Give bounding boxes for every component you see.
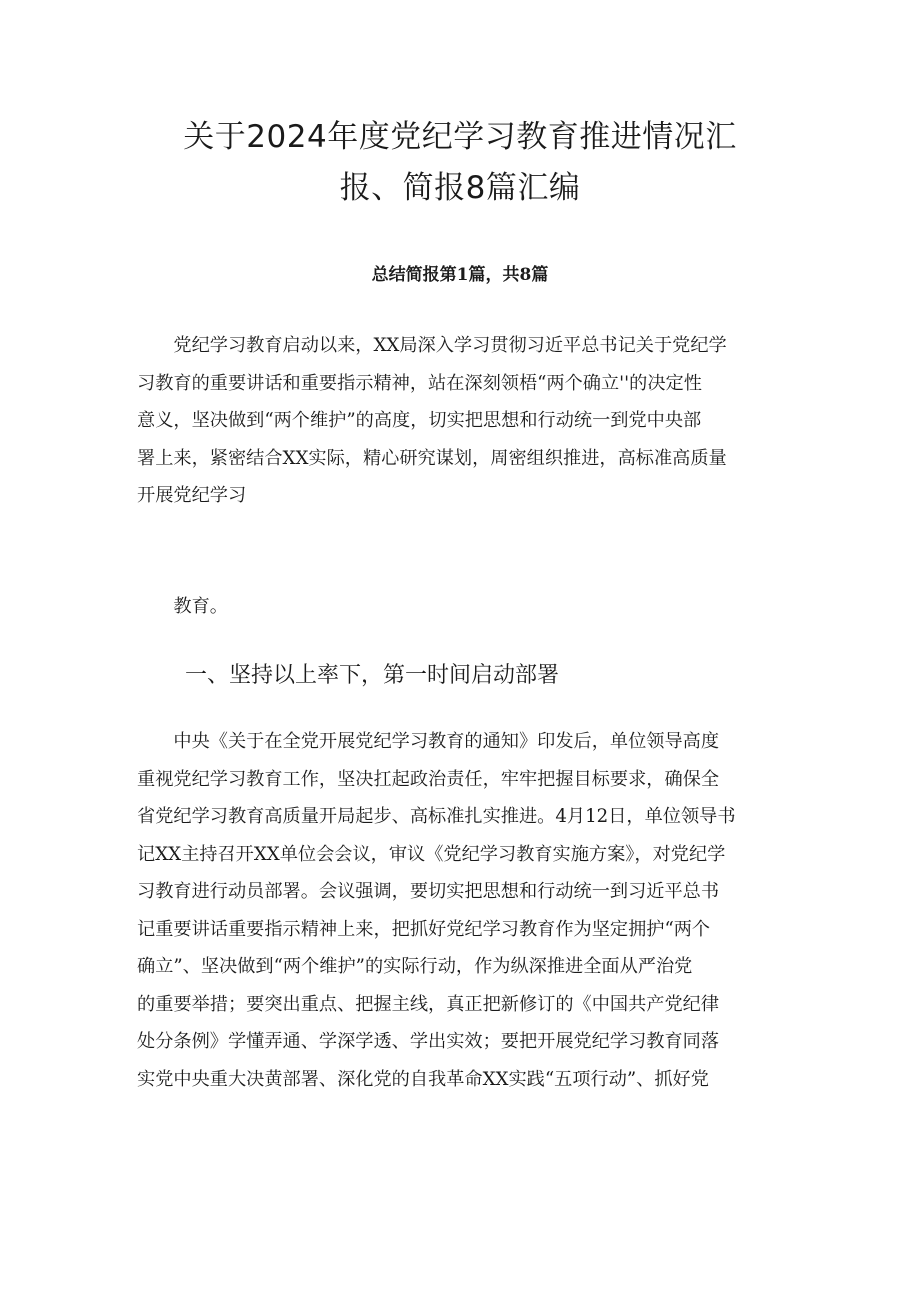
paragraph-line: 的重要举措；要突出重点、把握主线，真正把新修订的《中国共产党纪律	[137, 993, 720, 1015]
paragraph-line: 重视党纪学习教育工作，坚决扛起政治责任，牢牢把握目标要求，确保全	[137, 768, 720, 790]
section-paragraph	[137, 723, 787, 1098]
paragraph-line: 确立”、坚决做到“两个维护”的实际行动，作为纵深推进全面从严治党	[137, 956, 693, 977]
paragraph-line: 党纪学习教育启动以来，XX局深入学习贯彻习近平总书记关于党纪学	[173, 335, 727, 356]
intro-continuation	[137, 588, 787, 626]
paragraph-line: 处分条例》学懂弄通、学深学透、学出实效；要把开展党纪学习教育同落	[137, 1031, 720, 1052]
section-heading: 一、坚持以上率下，第一时间启动部署	[185, 663, 560, 688]
document-title	[140, 112, 780, 214]
paragraph-line: 习教育进行动员部署。会议强调，要切实把思想和行动统一到习近平总书	[137, 881, 720, 902]
paragraph-line: 中央《关于在全党开展党纪学习教育的通知》印发后，单位领导高度	[173, 731, 720, 752]
paragraph-line: 习教育的重要讲话和重要指示精神，站在深刻领梧“两个确立''的决定性	[137, 372, 702, 394]
paragraph-line: 实党中央重大决黄部署、深化党的自我革命XX实践“五项行动”、抓好党	[137, 1068, 709, 1090]
intro-paragraph	[137, 327, 787, 515]
title-line-1: 关于2024年度党纪学习教育推进情况汇	[183, 119, 737, 155]
paragraph-line: 省党纪学习教育高质量开局起步、高标准扎实推进。4月12日，单位领导书	[137, 806, 736, 827]
paragraph-line: 记重要讲话重要指示精神上来，把抓好党纪学习教育作为坚定拥护“两个	[137, 918, 711, 940]
paragraph-line: 开展党纪学习	[137, 485, 247, 506]
title-line-2: 报、简报8篇汇编	[339, 170, 581, 206]
paragraph-line: 意义，坚决做到“两个维护”的高度，切实把思想和行动统一到党中央部	[137, 410, 702, 431]
paragraph-line: 记XX主持召开XX单位会会议，审议《党纪学习教育实施方案》，对党纪学	[137, 843, 726, 865]
paragraph-line: 教育。	[173, 596, 228, 617]
document-subtitle: 总结简报第1篇，共8篇	[371, 265, 549, 285]
paragraph-line: 署上来，紧密结合XX实际，精心研究谋划，周密组织推进，高标准高质量	[137, 447, 727, 469]
